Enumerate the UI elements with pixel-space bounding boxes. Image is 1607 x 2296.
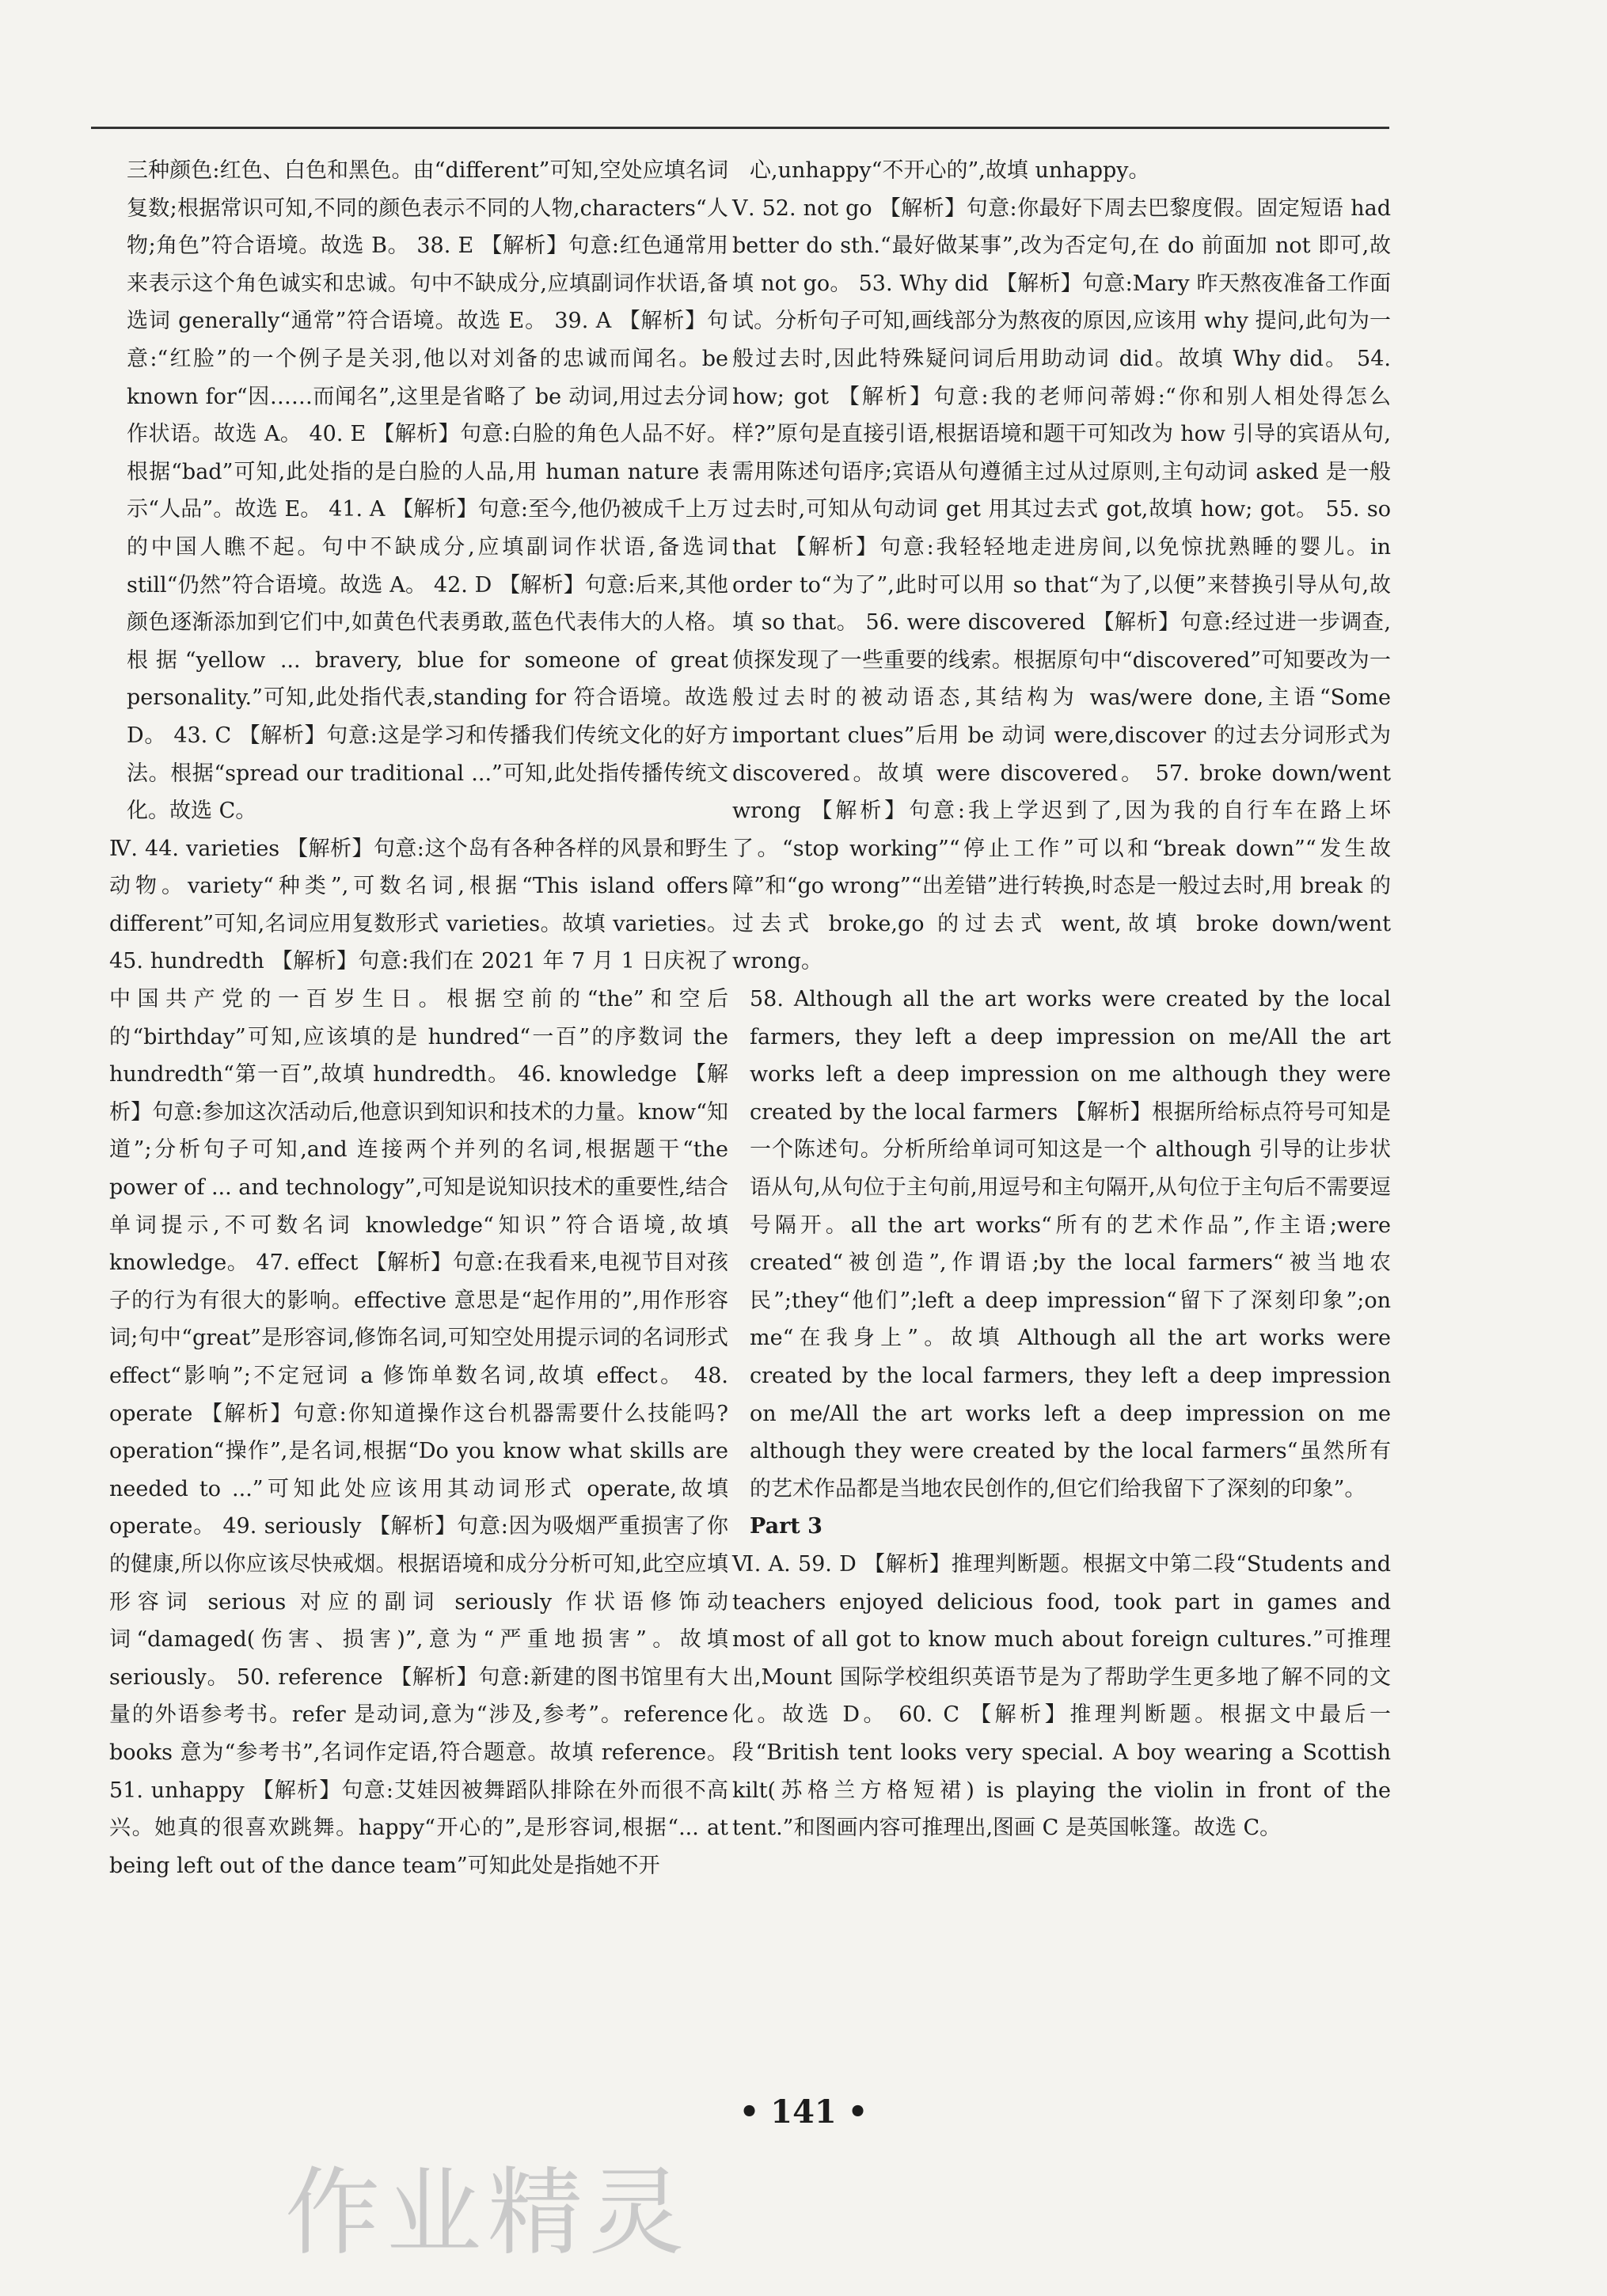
watermark-logo: 作业精灵: [285, 2158, 690, 2268]
page-bullet-right: •: [847, 2093, 868, 2131]
left-para-1: 三种颜色:红色、白色和黑色。由“different”可知,空处应填名词复数;根据常识可知,不同的颜色表示不同的人物,characters“人物;角色”符合语境。故选 B。 38. E 【解析】句意:红色通常用来表示这个角色诚实和忠诚。句中不缺成分,应填副词作状语,备选词 generally“通常”符合语境。故选 E。 39. A 【解析】句意:“红脸”的一个例子是关羽,他以对刘备的忠诚而闻名。be known for“因……而闻名”,这里是省略了 be 动词,用过去分词作状语。故选 A。 40. E 【解析】句意:白脸的角色人品不好。根据“bad”可知,此处指的是白脸的人品,用 human nature 表示“人品”。故选 E。 41. A 【解析】句意:至今,他仍被成千上万的中国人瞧不起。句中不缺成分,应填副词作状语,备选词 still“仍然”符合语境。故选 A。 42. D 【解析】句意:后来,其他颜色逐渐添加到它们中,如黄色代表勇敢,蓝色代表伟大的人格。根据“yellow ... bravery, blue for someone of great personality.”可知,此处指代表,standing for 符合语境。故选 D。 43. C 【解析】句意:这是学习和传播我们传统文化的好方法。根据“spread our traditional ...”可知,此处指传播传统文化。故选 C。: [127, 158, 728, 824]
right-para-1: 心,unhappy“不开心的”,故填 unhappy。: [750, 158, 1150, 183]
left-para-section-iv: Ⅳ. 44. varieties 【解析】句意:这个岛有各种各样的风景和野生动物。variety“种类”,可数名词,根据“This island offers different”可知,名词应用复数形式 varieties。故填 varieties。 45. hundredth 【解析】句意:我们在 2021 年 7 月 1 日庆祝了中国共产党的一百岁生日。根据空前的“the”和空后的“birthday”可知,应该填的是 hundred“一百”的序数词 the hundredth“第一百”,故填 hundredth。 46. knowledge 【解析】句意:参加这次活动后,他意识到知识和技术的力量。know“知道”;分析句子可知,and 连接两个并列的名词,根据题干“the power of ... and technology”,可知是说知识技术的重要性,结合单词提示,不可数名词 knowledge“知识”符合语境,故填 knowledge。 47. effect 【解析】句意:在我看来,电视节目对孩子的行为有很大的影响。effective 意思是“起作用的”,用作形容词;句中“great”是形容词,修饰名词,可知空处用提示词的名词形式 effect“影响”;不定冠词 a 修饰单数名词,故填 effect。 48. operate 【解析】句意:你知道操作这台机器需要什么技能吗? operation“操作”,是名词,根据“Do you know what skills are needed to ...”可知此处应该用其动词形式 operate,故填 operate。 49. seriously 【解析】句意:因为吸烟严重损害了你的健康,所以你应该尽快戒烟。根据语境和成分分析可知,此空应填形容词 serious 对应的副词 seriously 作状语修饰动词“damaged(伤害、损害)”,意为“严重地损害”。故填 seriously。 50. reference 【解析】句意:新建的图书馆里有大量的外语参考书。refer 是动词,意为“涉及,参考”。reference books 意为“参考书”,名词作定语,符合题意。故填 reference。 51. unhappy 【解析】句意:艾娃因被舞蹈队排除在外而很不高兴。她真的很喜欢跳舞。happy“开心的”,是形容词,根据“... at being left out of the dance team”可知此处是指她不开: [109, 836, 729, 1878]
right-column: [732, 152, 1391, 1847]
right-para-section-vi: Ⅵ. A. 59. D 【解析】推理判断题。根据文中第二段“Students and teachers enjoyed delicious food, took part in games and most of all got to know much about foreign cultures.”可推理出,Mount 国际学校组织英语节是为了帮助学生更多地了解不同的文化。故选 D。 60. C 【解析】推理判断题。根据文中最后一段“British tent looks very special. A boy wearing a Scottish kilt(苏格兰方格短裙) is playing the violin in front of the tent.”和图画内容可推理出,图画 C 是英国帐篷。故选 C。: [732, 1551, 1391, 1841]
page-number-value: 141: [770, 2093, 837, 2131]
header-rule: [91, 127, 1389, 129]
right-para-58: 58. Although all the art works were created by the local farmers, they left a deep impression on me/All the art works left a deep impression on me although they were created by the local farmers 【解析】根据所给标点符号可知是一个陈述句。分析所给单词可知这是一个 although 引导的让步状语从句,从句位于主句前,用逗号和主句隔开,从句位于主句后不需要逗号隔开。all the art works“所有的艺术作品”,作主语;were created“被创造”,作谓语;by the local farmers“被当地农民”;they“他们”;left a deep impression“留下了深刻印象”;on me“在我身上”。故填 Although all the art works were created by the local farmers, they left a deep impression on me/All the art works left a deep impression on me although they were created by the local farmers“虽然所有的艺术作品都是当地农民创作的,但它们给我留下了深刻的印象”。: [750, 987, 1391, 1501]
page-bullet-left: •: [739, 2093, 760, 2131]
right-para-section-v: Ⅴ. 52. not go 【解析】句意:你最好下周去巴黎度假。固定短语 had better do sth.“最好做某事”,改为否定句,在 do 前面加 not 即可,故填 not go。 53. Why did 【解析】句意:Mary 昨天熬夜准备工作面试。分析句子可知,画线部分为熬夜的原因,应该用 why 提问,此句为一般过去时,因此特殊疑问词后用助动词 did。故填 Why did。 54. how; got 【解析】句意:我的老师问蒂姆:“你和别人相处得怎么样?”原句是直接引语,根据语境和题干可知改为 how 引导的宾语从句,需用陈述句语序;宾语从句遵循主过从过原则,主句动词 asked 是一般过去时,可知从句动词 get 用其过去式 got,故填 how; got。 55. so that 【解析】句意:我轻轻地走进房间,以免惊扰熟睡的婴儿。in order to“为了”,此时可以用 so that“为了,以便”来替换引导从句,故填 so that。 56. were discovered 【解析】句意:经过进一步调查,侦探发现了一些重要的线索。根据原句中“discovered”可知要改为一般过去时的被动语态,其结构为 was/were done,主语“Some important clues”后用 be 动词 were,discover 的过去分词形式为 discovered。故填 were discovered。 57. broke down/went wrong 【解析】句意:我上学迟到了,因为我的自行车在路上坏了。“stop working”“停止工作”可以和“break down”“发生故障”和“go wrong”“出差错”进行转换,时态是一般过去时,用 break 的过去式 broke,go 的过去式 went,故填 broke down/went wrong。: [732, 195, 1391, 974]
left-column: [109, 152, 729, 1884]
page-number: [0, 2093, 1607, 2131]
part-3-heading: Part 3: [750, 1514, 822, 1539]
